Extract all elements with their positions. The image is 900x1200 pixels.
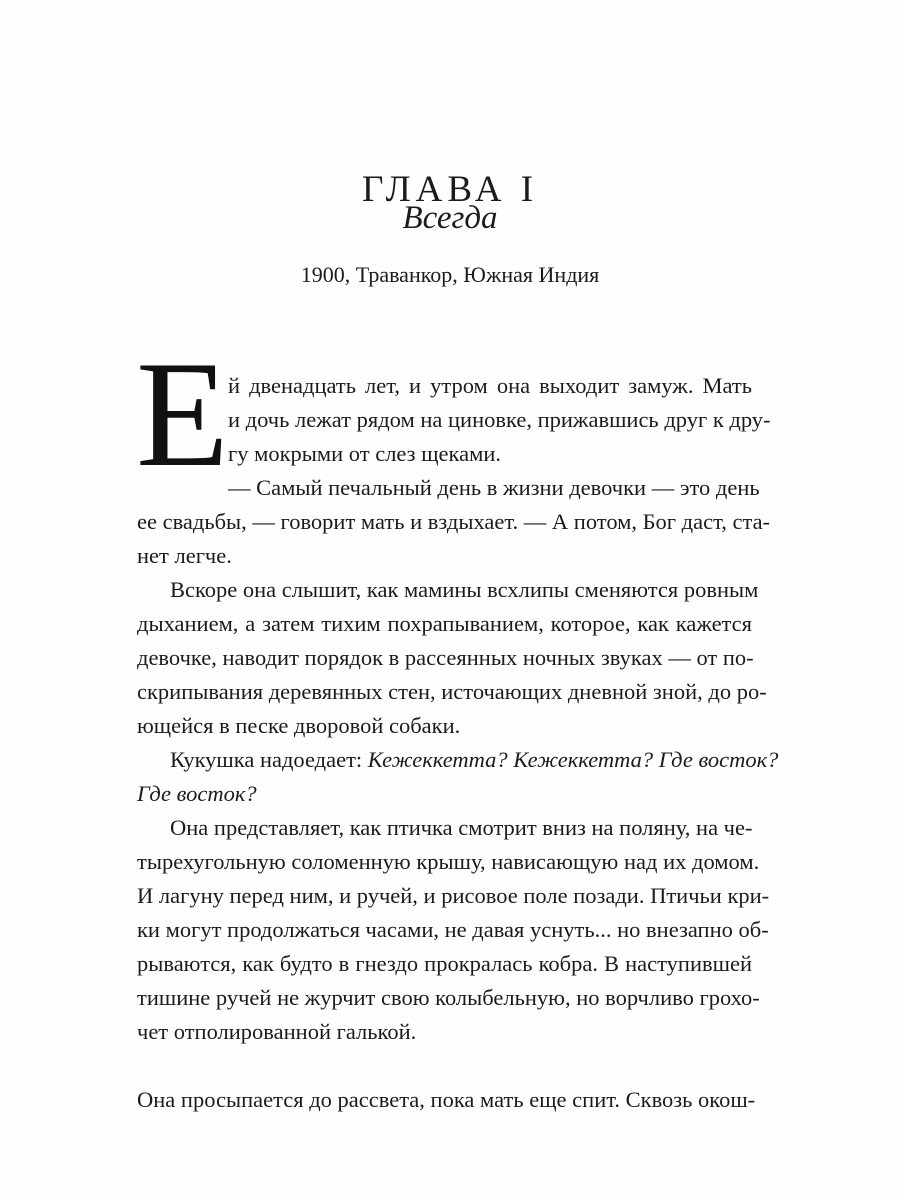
text-line: дыханием, а затем тихим похрапыванием, которое, как кажется	[137, 611, 752, 636]
text-line: девочке, наводит порядок в рассеянных ночных звуках — от по-	[137, 645, 754, 670]
text-run: Кукушка надоедает:	[170, 747, 368, 772]
text-line: ее свадьбы, — говорит мать и вздыхает. — А потом, Бог даст, ста-	[137, 509, 771, 534]
text-line: — Самый печальный день в жизни девочки — это день	[228, 475, 760, 500]
italic-text-run: Кежеккетта? Кежеккетта? Где восток?	[367, 747, 779, 772]
text-line: и дочь лежат рядом на циновке, прижавшись друг к дру-	[228, 407, 771, 432]
chapter-subtitle: Всегда	[402, 200, 498, 236]
text-line: чет отполированной галькой.	[137, 1019, 417, 1044]
text-line: И лагуну перед ним, и ручей, и рисовое поле позади. Птичьи кри-	[137, 883, 770, 908]
text-line: рываются, как будто в гнездо прокралась кобра. В наступившей	[137, 951, 752, 976]
text-line: Она представляет, как птичка смотрит вниз на поляну, на че-	[170, 815, 753, 840]
text-line: скрипывания деревянных стен, источающих дневной зной, до ро-	[137, 679, 767, 704]
chapter-title: ГЛАВА I	[361, 168, 539, 210]
text-line: Где восток?	[137, 781, 257, 806]
text-line: ющейся в песке дворовой собаки.	[137, 713, 461, 738]
text-line: нет легче.	[137, 543, 232, 568]
drop-cap: Е	[136, 330, 229, 498]
chapter-dateline: 1900, Траванкор, Южная Индия	[300, 262, 600, 287]
text-line: тишине ручей не журчит свою колыбельную, но ворчливо грохо-	[137, 985, 760, 1010]
text-line: Вскоре она слышит, как мамины всхлипы сменяются ровным	[170, 577, 759, 602]
text-line: ки могут продолжаться часами, не давая уснуть... но внезапно об-	[137, 917, 769, 942]
text-line: тырехугольную соломенную крышу, нависающую над их домом.	[137, 849, 760, 874]
text-line: Она просыпается до рассвета, пока мать еще спит. Сквозь окош-	[137, 1087, 756, 1112]
text-line	[170, 743, 778, 777]
text-line: гу мокрыми от слез щеками.	[228, 441, 501, 466]
text-line: й двенадцать лет, и утром она выходит замуж. Мать	[228, 373, 752, 398]
